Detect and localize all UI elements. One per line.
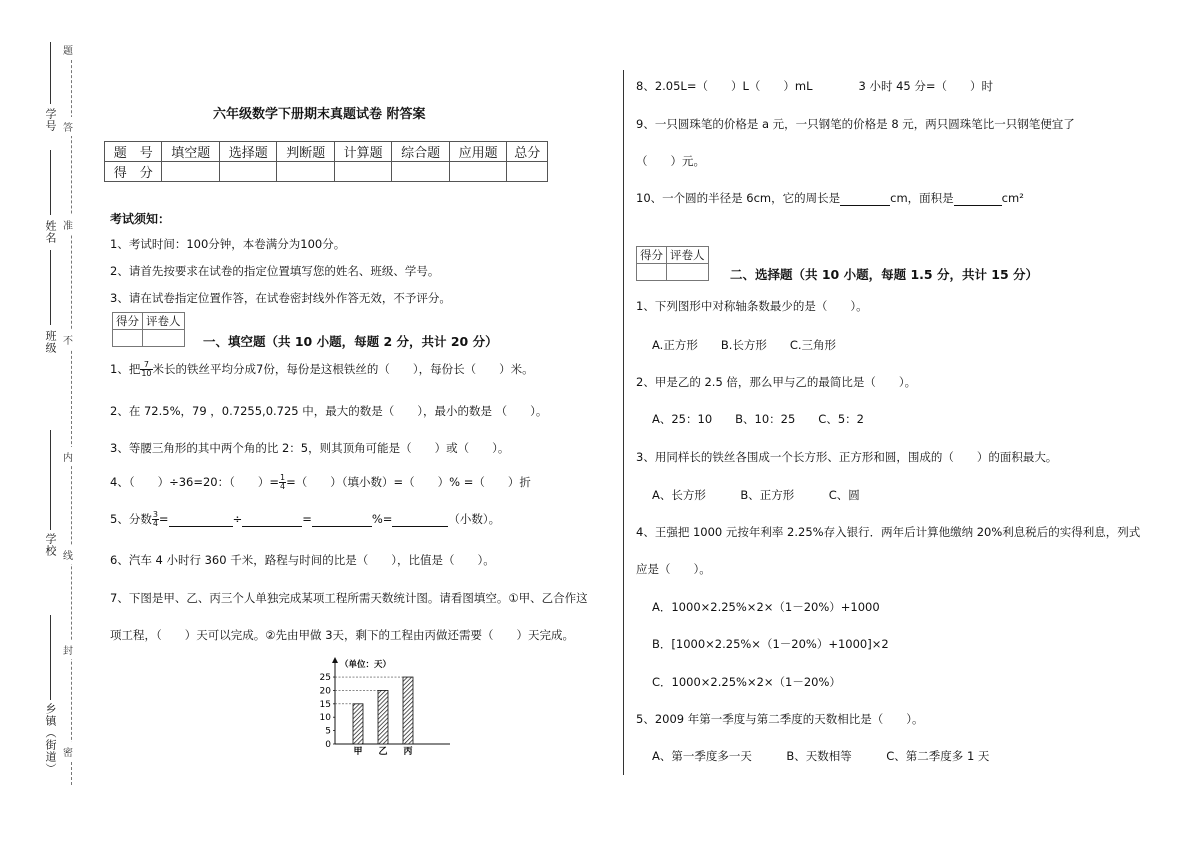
q1-numerator: 7 <box>140 361 152 370</box>
q4-denominator: 4 <box>280 482 286 491</box>
q5-blank[interactable] <box>392 512 448 527</box>
score-cell[interactable] <box>449 162 506 182</box>
y-tick-label: 15 <box>319 699 331 710</box>
choice-2-options: A、25：10 B、10：25 C、5：2 <box>652 412 864 426</box>
section-1-title: 一、填空题（共 10 小题，每题 2 分，共计 20 分） <box>203 334 498 349</box>
q5-suffix: （小数）。 <box>448 512 501 526</box>
town-blank[interactable] <box>50 615 51 700</box>
x-category-label: 丙 <box>403 747 413 757</box>
score-header: 应用题 <box>449 142 506 162</box>
q10-blank[interactable] <box>840 191 890 206</box>
score-cell[interactable] <box>334 162 391 182</box>
name-label: 姓名 <box>44 220 57 244</box>
q5-blank[interactable] <box>312 512 372 527</box>
choice-2: 2、甲是乙的 2.5 倍，那么甲与乙的最简比是（ ）。 <box>636 375 917 389</box>
chart-title: （单位：天） <box>340 660 392 670</box>
seal-char: 不 <box>63 330 73 349</box>
y-axis-arrow <box>332 657 338 663</box>
seal-char: 题 <box>63 40 73 59</box>
q1-fraction <box>140 361 152 378</box>
school-blank[interactable] <box>50 430 51 530</box>
score-cell[interactable] <box>162 162 219 182</box>
choice-1-options: A.正方形 B.长方形 C.三角形 <box>652 338 837 352</box>
choice-3: 3、用同样长的铁丝各围成一个长方形、正方形和圆，围成的（ ）的面积最大。 <box>636 450 1058 464</box>
question-3: 3、等腰三角形的其中两个角的比 2：5，则其顶角可能是（ ）或（ ）。 <box>110 441 510 455</box>
seal-char: 答 <box>63 117 73 136</box>
question-7-line1: 7、下图是甲、乙、丙三个人单独完成某项工程所需天数统计图。请看图填空。①甲、乙合作这 <box>110 591 588 605</box>
seal-char: 封 <box>63 640 73 659</box>
bar-乙 <box>378 690 388 744</box>
y-tick-label: 10 <box>319 713 331 724</box>
class-label: 班级 <box>44 330 57 354</box>
name-blank[interactable] <box>50 150 51 215</box>
score-header: 总分 <box>507 142 548 162</box>
seal-char: 内 <box>63 447 73 466</box>
score-cell[interactable] <box>507 162 548 182</box>
question-4 <box>110 474 531 491</box>
q4-suffix: =（ ）（填小数）=（ ）% =（ ）折 <box>286 475 531 489</box>
q1-suffix: 米长的铁丝平均分成7份，每份是这根铁丝的（ ），每份长（ ）米。 <box>152 362 534 376</box>
choice-3-options: A、长方形 B、正方形 C、圆 <box>652 488 860 502</box>
choice-4-option-b: B．[1000×2.25%×（1－20%）+1000]×2 <box>652 637 889 651</box>
q5-fraction <box>152 511 159 528</box>
choice-5-options: A、第一季度多一天 B、天数相等 C、第二季度多 1 天 <box>652 749 990 763</box>
score-cell[interactable] <box>219 162 276 182</box>
question-9-line2: （ ）元。 <box>636 154 705 168</box>
seal-char: 密 <box>63 742 73 761</box>
q4-numerator: 1 <box>280 473 286 482</box>
notice-item: 1、考试时间：100分钟，本卷满分为100分。 <box>110 237 346 251</box>
section-2-title: 二、选择题（共 10 小题，每题 1.5 分，共计 15 分） <box>730 267 1039 282</box>
question-8: 8、2.05L=（ ）L（ ）mL 3 小时 45 分=（ ）时 <box>636 79 994 93</box>
exam-title: 六年级数学下册期末真题试卷 附答案 <box>213 107 426 122</box>
notice-item: 3、请在试卷指定位置作答，在试卷密封线外作答无效，不予评分。 <box>110 291 451 305</box>
grader-box-2 <box>636 246 709 281</box>
q5-numerator: 3 <box>152 510 158 519</box>
score-header: 计算题 <box>334 142 391 162</box>
grader-reviewer-label: 评卷人 <box>143 313 185 330</box>
question-7-line2: 项工程，（ ）天可以完成。②先由甲做 3天，剩下的工程由丙做还需要（ ）天完成。 <box>110 628 575 642</box>
q10-mid: cm，面积是 <box>890 191 954 205</box>
grader-box <box>112 312 185 347</box>
question-2: 2、在 72.5%，79 ，0.7255,0.725 中，最大的数是（ ），最小的数是 （ ）。 <box>110 404 548 418</box>
grader-reviewer-cell[interactable] <box>143 330 185 347</box>
q5-denominator: 4 <box>152 519 158 528</box>
question-10 <box>636 190 1024 206</box>
student-id-label: 学号 <box>44 108 57 132</box>
seal-char: 线 <box>63 545 73 564</box>
q5-blank[interactable] <box>169 512 233 527</box>
q5-eq2: = <box>302 512 312 526</box>
bar-甲 <box>353 704 363 744</box>
x-category-label: 乙 <box>378 747 388 757</box>
score-header: 题 号 <box>105 142 162 162</box>
score-row-label: 得 分 <box>105 162 162 182</box>
days-bar-chart <box>305 656 450 760</box>
choice-5: 5、2009 年第一季度与第二季度的天数相比是（ ）。 <box>636 712 924 726</box>
score-cell[interactable] <box>277 162 334 182</box>
id-blank[interactable] <box>50 42 51 104</box>
grader-score-cell[interactable] <box>113 330 143 347</box>
y-tick-label: 20 <box>319 686 331 697</box>
score-header: 选择题 <box>219 142 276 162</box>
q5-blank[interactable] <box>242 512 302 527</box>
seal-dashed-line <box>71 40 72 785</box>
grader-score-cell[interactable] <box>637 264 667 281</box>
choice-4-option-c: C．1000×2.25%×2×（1－20%） <box>652 675 841 689</box>
column-divider <box>623 70 624 775</box>
q4-prefix: 4、（ ）÷36=20：（ ）= <box>110 475 279 489</box>
choice-4-line2: 应是（ ）。 <box>636 562 711 576</box>
choice-4-option-a: A．1000×2.25%×2×（1－20%）+1000 <box>652 600 880 614</box>
x-category-label: 甲 <box>353 747 363 757</box>
seal-char: 准 <box>63 215 73 234</box>
school-label: 学校 <box>44 533 57 557</box>
grader-reviewer-label: 评卷人 <box>667 247 709 264</box>
bar-丙 <box>403 677 413 744</box>
grader-reviewer-cell[interactable] <box>667 264 709 281</box>
choice-4-line1: 4、王强把 1000 元按年利率 2.25%存入银行．两年后计算他缴纳 20%利息税后的实得利息，列式 <box>636 525 1141 539</box>
q10-unit: cm² <box>1001 191 1024 205</box>
score-header: 判断题 <box>277 142 334 162</box>
q1-denominator: 10 <box>141 369 152 378</box>
notice-item: 2、请首先按要求在试卷的指定位置填写您的姓名、班级、学号。 <box>110 264 440 278</box>
choice-1: 1、下列图形中对称轴条数最少的是（ ）。 <box>636 299 868 313</box>
question-9-line1: 9、一只圆珠笔的价格是 a 元，一只钢笔的价格是 8 元，两只圆珠笔比一只钢笔便宜了 <box>636 117 1075 131</box>
town-label: 乡镇（街道） <box>44 703 57 775</box>
q1-prefix: 1、把 <box>110 362 141 376</box>
q5-div: ÷ <box>232 512 243 526</box>
q10-prefix: 10、一个圆的半径是 6cm，它的周长是 <box>636 191 841 205</box>
question-5 <box>110 511 500 528</box>
q5-prefix: 5、分数 <box>110 512 152 526</box>
y-tick-label: 0 <box>325 740 331 750</box>
grader-score-label: 得分 <box>637 247 667 264</box>
question-1 <box>110 361 534 378</box>
question-6: 6、汽车 4 小时行 360 千米，路程与时间的比是（ ），比值是（ ）。 <box>110 553 495 567</box>
q5-percent: %= <box>371 512 393 526</box>
score-cell[interactable] <box>392 162 449 182</box>
score-table <box>104 141 548 182</box>
score-header: 综合题 <box>392 142 449 162</box>
q5-eq: = <box>158 512 169 526</box>
q10-blank[interactable] <box>954 191 1002 206</box>
y-tick-label: 25 <box>319 673 331 684</box>
grader-score-label: 得分 <box>113 313 143 330</box>
y-tick-label: 5 <box>325 726 331 737</box>
score-header: 填空题 <box>162 142 219 162</box>
class-blank[interactable] <box>50 250 51 325</box>
notice-heading: 考试须知： <box>110 212 171 226</box>
